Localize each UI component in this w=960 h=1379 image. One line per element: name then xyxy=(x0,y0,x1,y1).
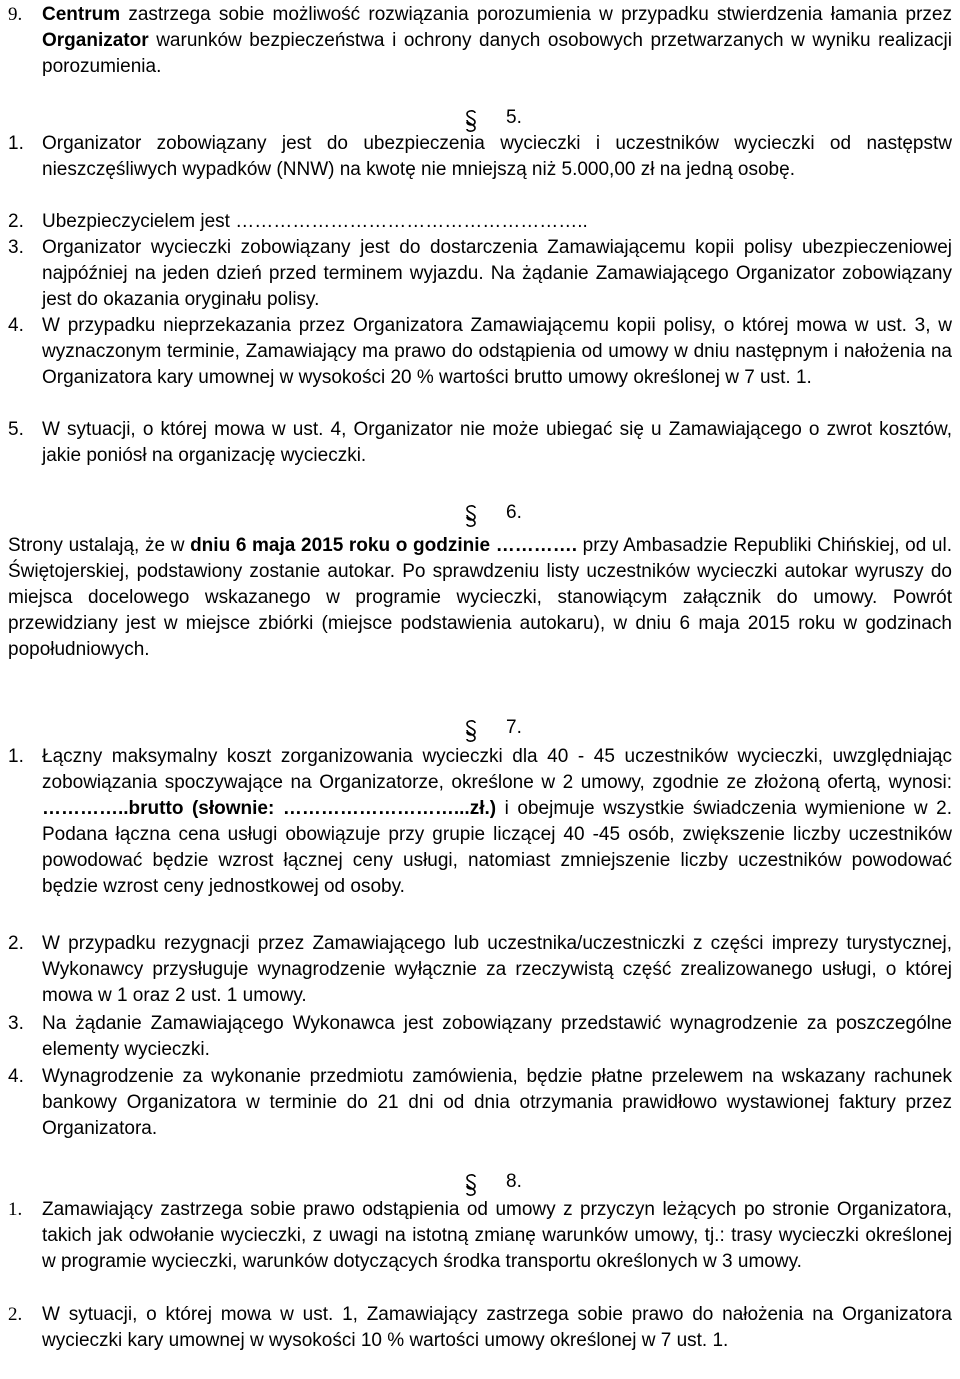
clause-8-1 xyxy=(8,1197,952,1275)
section-6-paragraph: Strony ustalają, że w dniu 6 maja 2015 roku o godzinie …………. przy Ambasadzie Republiki Chińskiej, od ul. Świętojerskiej, podstawiony zostanie autokar. Po sprawdzeniu listy uczestników wycieczki autokar wyruszy do miejsca docelowego wskazanego w programie wycieczki, stanowiącym załącznik do umowy. Powrót przewidziany jest w miejsce zbiórki (miejsce podstawienia autokaru), w dniu 6 maja 2015 roku w godzinach popołudniowych. xyxy=(8,535,953,660)
clause-7-4 xyxy=(8,1064,952,1142)
bold-text: Organizator xyxy=(42,30,149,51)
section-number: 7. xyxy=(506,717,522,738)
section-number: 8. xyxy=(506,1171,522,1192)
item-text: Centrum zastrzega sobie możliwość rozwiązania porozumienia w przypadku stwierdzenia łamania przez Organizator warunków bezpieczeństwa i ochrony danych osobowych przetwarzanych w wyniku realizacji porozumienia. xyxy=(42,4,952,77)
clause-7-1 xyxy=(8,744,952,900)
bold-text: dniu 6 maja 2015 roku o godzinie …………. xyxy=(190,535,577,556)
section-number: 5. xyxy=(506,107,522,128)
clause-5-3 xyxy=(8,235,952,313)
item-number: 4. xyxy=(8,1066,24,1087)
item-text: W sytuacji, o której mowa w ust. 1, Zamawiający zastrzega sobie prawo do nałożenia na Organizatora wycieczki kary umownej w wysokości 10 % wartości umowy określonej w 7 ust. 1. xyxy=(42,1304,952,1351)
clause-4-9 xyxy=(8,2,952,80)
item-number: 5. xyxy=(8,419,24,440)
item-text: Organizator wycieczki zobowiązany jest do dostarczenia Zamawiającemu kopii polisy ubezpieczeniowej najpóźniej na jeden dzień przed terminem wyjazdu. Na żądanie Zamawiającego Organizator zobowiązany jest do okazania oryginału polisy. xyxy=(42,237,952,310)
clause-5-5 xyxy=(8,417,952,469)
item-number: 2. xyxy=(8,933,24,954)
item-number: 9. xyxy=(8,4,23,25)
item-text: Na żądanie Zamawiającego Wykonawca jest zobowiązany przedstawić wynagrodzenie za poszczególne elementy wycieczki. xyxy=(42,1013,952,1060)
clause-5-4 xyxy=(8,313,952,391)
section-sign-icon xyxy=(464,1173,478,1197)
item-text: W przypadku nieprzekazania przez Organizatora Zamawiającemu kopii polisy, o której mowa w ust. 3, w wyznaczonym terminie, Zamawiający ma prawo do odstąpienia od umowy w dniu następnym i nałożenia na Organizatora kary umownej w wysokości 20 % wartości brutto umowy określonej w 7 ust. 1. xyxy=(42,315,952,388)
clause-5-1 xyxy=(8,131,952,183)
item-number: 3. xyxy=(8,1013,24,1034)
item-number: 1. xyxy=(8,746,24,767)
insurer-blank: Ubezpieczycielem jest ……………………………………………….. xyxy=(42,211,588,232)
section-number: 6. xyxy=(506,502,522,523)
item-text: Zamawiający zastrzega sobie prawo odstąpienia od umowy z przyczyn leżących po stronie Organizatora, takich jak odwołanie wycieczki, z uwagi na istotną zmianę warunków umowy, tj.: trasy wycieczki określonej w programie wycieczki, warunków dotyczących środka transportu określonych w 3 umowy. xyxy=(42,1199,952,1272)
bold-text: Centrum xyxy=(42,4,121,25)
item-text: Łączny maksymalny koszt zorganizowania wycieczki dla 40 - 45 uczestników wycieczki, uwzględniając zobowiązania spoczywające na Organizatorze, określone w 2 umowy, zgodnie ze złożoną ofertą, wynosi: …………..brutto (słownie: ………………………...zł.) i obejmuje wszystkie świadczenia wymienione w 2. Podana łączna cena usługi obowiązuje przy grupie liczącej 40 -45 osób, zwiększenie liczby uczestników powodować będzie wzrost łącznej ceny usługi, natomiast zmniejszenie liczby uczestników powodować będzie wzrost ceny jednostkowej od osoby. xyxy=(42,746,952,897)
item-text: Wynagrodzenie za wykonanie przedmiotu zamówienia, będzie płatne przelewem na wskazany rachunek bankowy Organizatora w terminie do 21 dni od dnia otrzymania prawidłowo wystawionej faktury przez Organizatora. xyxy=(42,1066,952,1139)
item-text: W sytuacji, o której mowa w ust. 4, Organizator nie może ubiegać się u Zamawiającego o zwrot kosztów, jakie poniósł na organizację wycieczki. xyxy=(42,419,952,466)
item-number: 3. xyxy=(8,237,24,258)
item-text: Organizator zobowiązany jest do ubezpieczenia wycieczki i uczestników wycieczki od następstw nieszczęśliwych wypadków (NNW) na kwotę nie mniejszą niż 5.000,00 zł na jedną osobę. xyxy=(42,133,952,180)
section-sign-icon xyxy=(464,719,478,743)
clause-7-3 xyxy=(8,1011,952,1063)
item-number: 1. xyxy=(8,133,24,154)
item-number: 4. xyxy=(8,315,24,336)
bold-text: …………..brutto (słownie: ………………………...zł.) xyxy=(42,798,497,819)
section-sign-icon xyxy=(464,109,478,133)
clause-5-2 xyxy=(8,209,952,235)
item-number: 2. xyxy=(8,1304,23,1325)
item-number: 2. xyxy=(8,211,24,232)
clause-8-2 xyxy=(8,1302,952,1354)
section-sign-icon xyxy=(464,504,478,528)
item-text: W przypadku rezygnacji przez Zamawiającego lub uczestnika/uczestniczki z części imprezy turystycznej, Wykonawcy przysługuje wynagrodzenie wyłącznie za rzeczywistą część zrealizowanego usługi, o której mowa w 1 oraz 2 ust. 1 umowy. xyxy=(42,933,952,1006)
item-number: 1. xyxy=(8,1199,23,1220)
clause-7-2 xyxy=(8,931,952,1009)
